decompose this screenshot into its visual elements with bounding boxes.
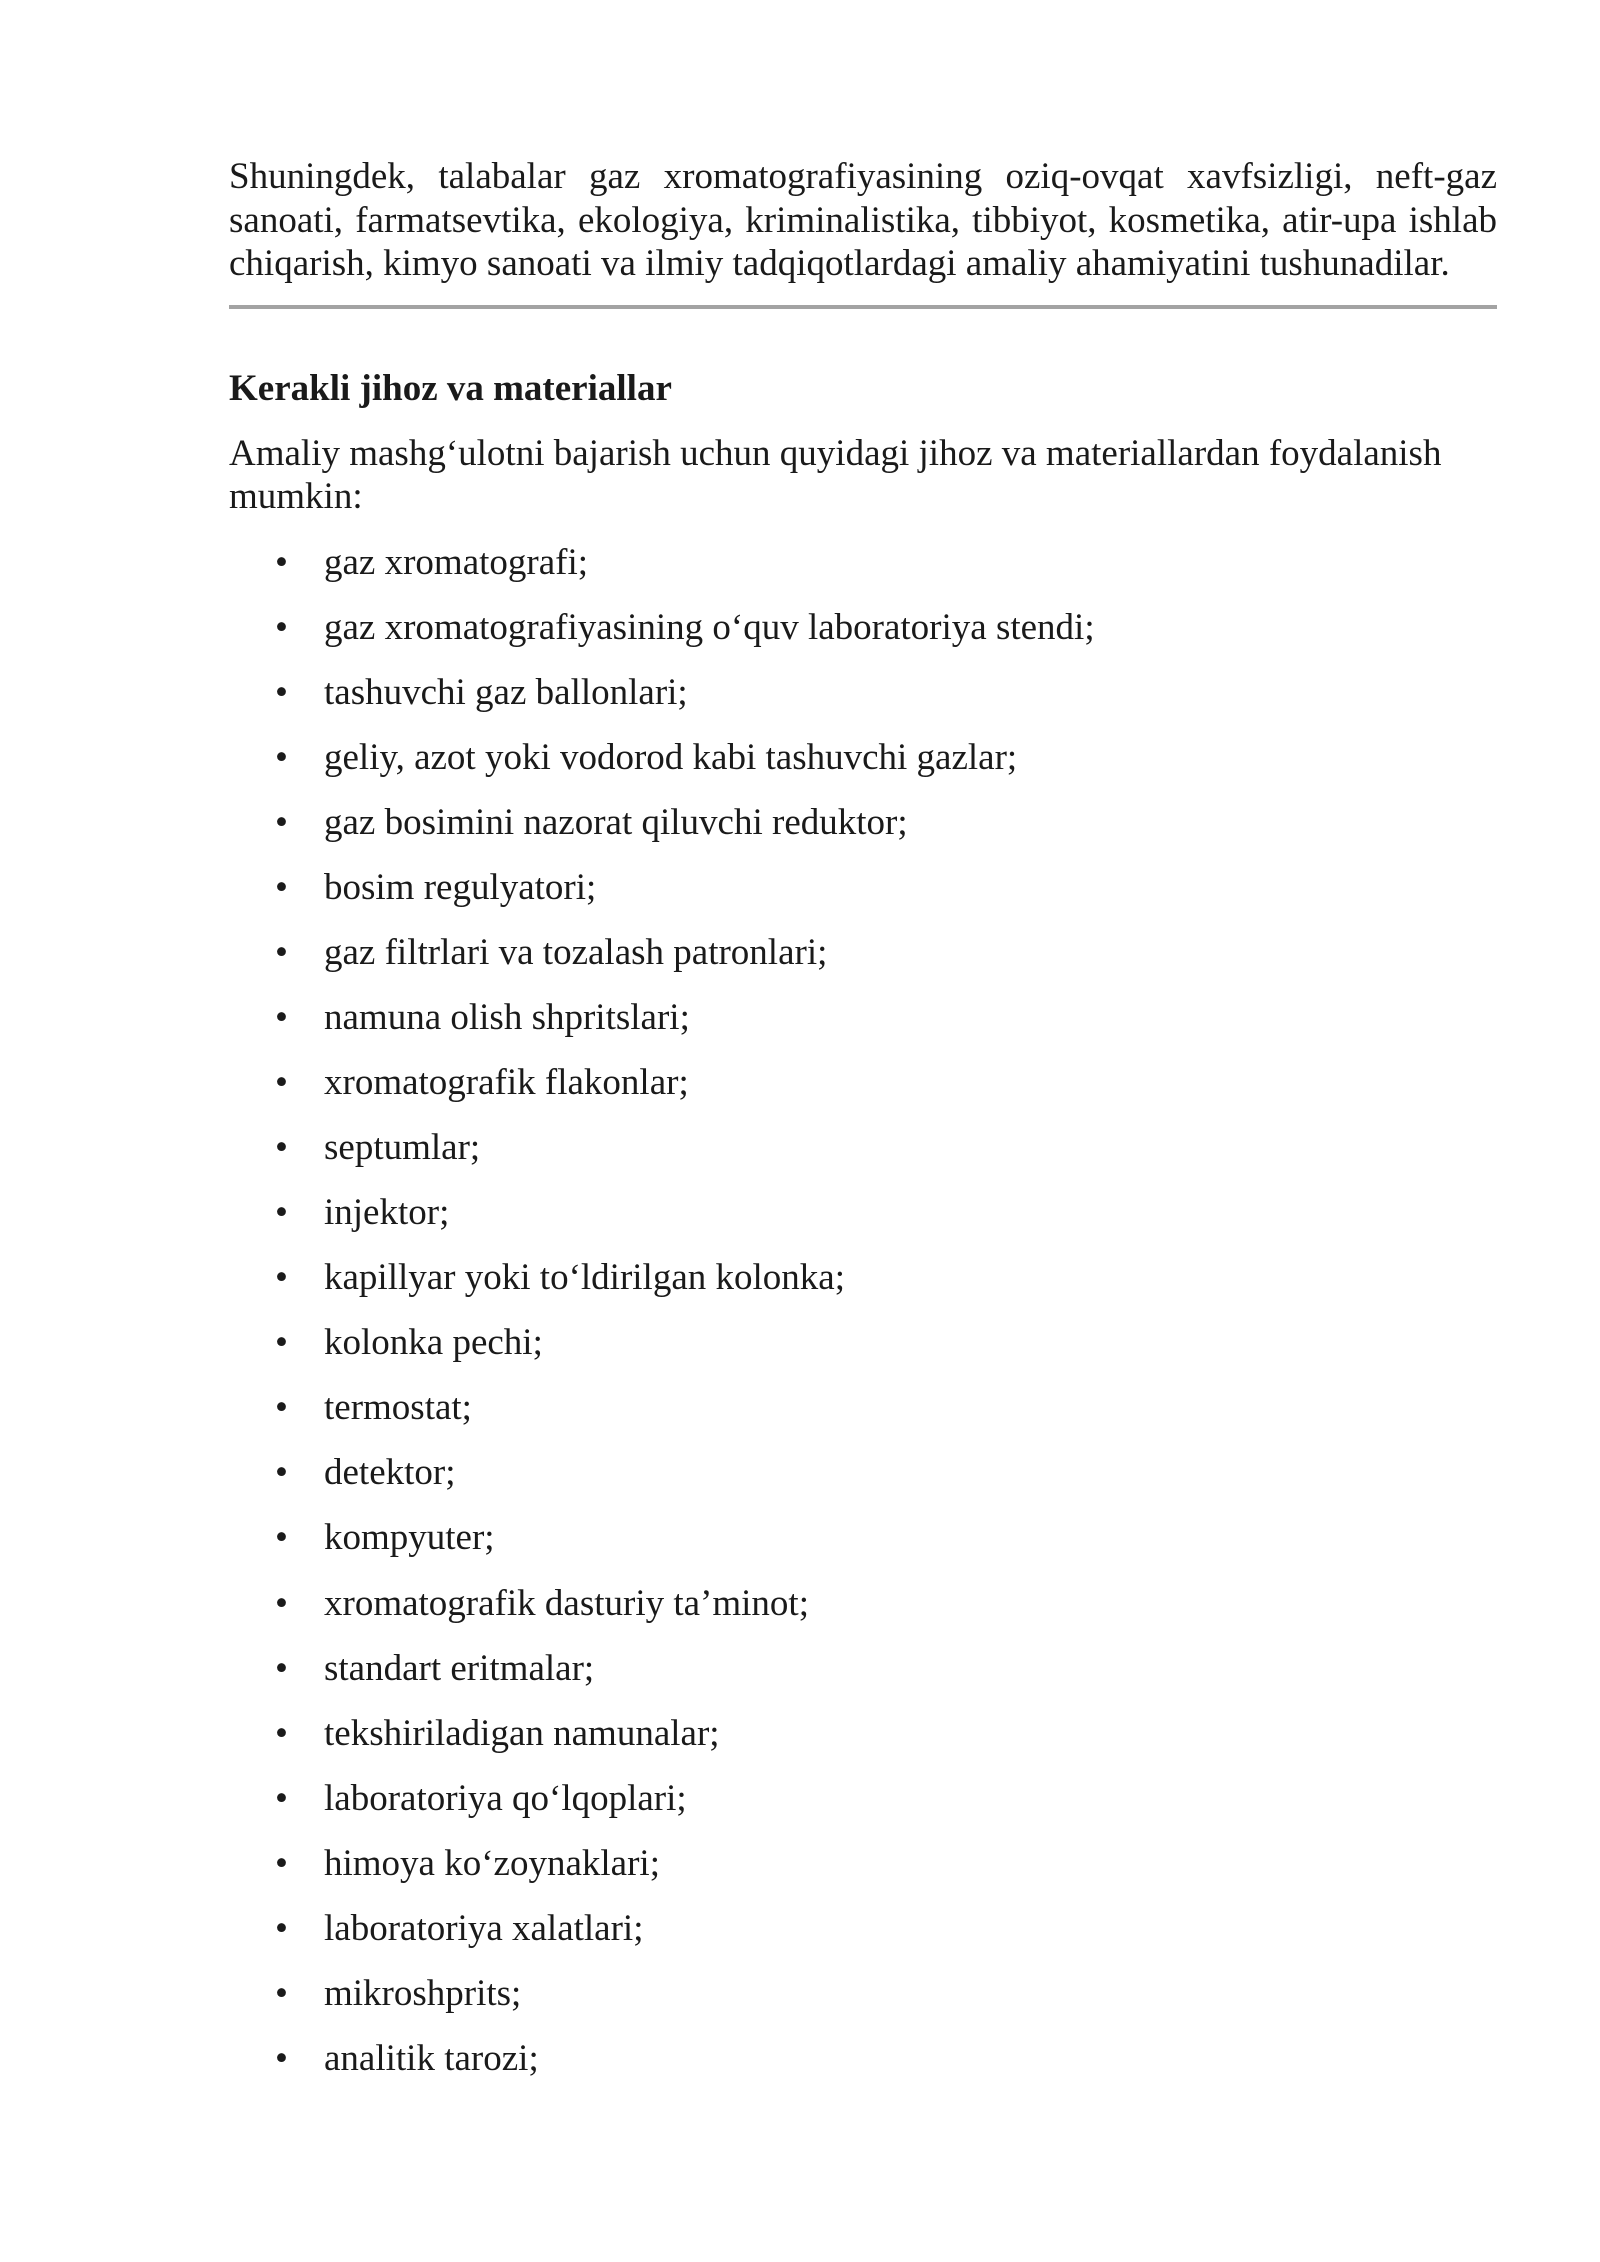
bullet-marker: • bbox=[275, 1062, 288, 1104]
bullet-marker: • bbox=[275, 1777, 288, 1819]
list-item-text: mikroshprits; bbox=[324, 1972, 522, 2014]
list-item-text: kapillyar yoki to‘ldirilgan kolonka; bbox=[324, 1257, 845, 1299]
list-item bbox=[229, 2037, 1497, 2081]
section-intro-paragraph: Amaliy mashg‘ulotni bajarish uchun quyidagi jihoz va materiallardan foydalanish mumkin: bbox=[229, 432, 1442, 518]
bullet-marker: • bbox=[275, 1192, 288, 1234]
list-item-text: geliy, azot yoki vodorod kabi tashuvchi gazlar; bbox=[324, 736, 1018, 778]
list-item bbox=[229, 1451, 1497, 1495]
list-item-text: bosim regulyatori; bbox=[324, 866, 597, 908]
list-item-text: analitik tarozi; bbox=[324, 2037, 539, 2079]
section-heading: Kerakli jihoz va materiallar bbox=[229, 367, 672, 409]
list-item bbox=[229, 1061, 1497, 1105]
bullet-marker: • bbox=[275, 1127, 288, 1169]
bullet-marker: • bbox=[275, 866, 288, 908]
intro-paragraph: Shuningdek, talabalar gaz xromatografiyasining oziq-ovqat xavfsizligi, neft-gaz sanoati, farmatsevtika, ekologiya, kriminalistika, tibbiyot, kosmetika, atir-upa ishlab chiqarish, kimyo sanoati va ilmiy tadqiqotlardagi amaliy ahamiyatini tushunadilar. bbox=[229, 156, 1497, 284]
bullet-marker: • bbox=[275, 932, 288, 974]
list-item-text: kompyuter; bbox=[324, 1517, 495, 1559]
list-item-text: namuna olish shpritslari; bbox=[324, 997, 690, 1039]
equipment-list bbox=[229, 541, 1497, 2081]
bullet-marker: • bbox=[275, 1257, 288, 1299]
section-divider bbox=[229, 305, 1497, 309]
list-item-text: gaz xromatografiyasining o‘quv laboratoriya stendi; bbox=[324, 606, 1095, 648]
list-item-text: tekshiriladigan namunalar; bbox=[324, 1712, 720, 1754]
list-item bbox=[229, 1842, 1497, 1886]
bullet-marker: • bbox=[275, 1387, 288, 1429]
list-item-text: laboratoriya qo‘lqoplari; bbox=[324, 1777, 687, 1819]
list-item bbox=[229, 736, 1497, 780]
list-item bbox=[229, 1777, 1497, 1821]
document-body bbox=[229, 155, 1497, 2102]
bullet-marker: • bbox=[275, 1842, 288, 1884]
list-item bbox=[229, 1907, 1497, 1951]
list-item bbox=[229, 931, 1497, 975]
list-item-text: injektor; bbox=[324, 1192, 450, 1234]
list-item bbox=[229, 1191, 1497, 1235]
list-item bbox=[229, 1321, 1497, 1365]
list-item-text: tashuvchi gaz ballonlari; bbox=[324, 671, 688, 713]
list-item bbox=[229, 801, 1497, 845]
list-item bbox=[229, 671, 1497, 715]
bullet-marker: • bbox=[275, 671, 288, 713]
list-item bbox=[229, 1126, 1497, 1170]
list-item-text: termostat; bbox=[324, 1387, 472, 1429]
list-item-text: gaz filtrlari va tozalash patronlari; bbox=[324, 932, 828, 974]
bullet-marker: • bbox=[275, 606, 288, 648]
list-item bbox=[229, 1386, 1497, 1430]
bullet-marker: • bbox=[275, 1712, 288, 1754]
bullet-marker: • bbox=[275, 997, 288, 1039]
list-item-text: xromatografik dasturiy ta’minot; bbox=[324, 1582, 809, 1624]
bullet-marker: • bbox=[275, 541, 288, 583]
list-item bbox=[229, 1972, 1497, 2016]
bullet-marker: • bbox=[275, 1517, 288, 1559]
list-item-text: gaz bosimini nazorat qiluvchi reduktor; bbox=[324, 801, 908, 843]
bullet-marker: • bbox=[275, 1322, 288, 1364]
list-item bbox=[229, 1516, 1497, 1560]
list-item-text: kolonka pechi; bbox=[324, 1322, 543, 1364]
list-item bbox=[229, 1582, 1497, 1626]
bullet-marker: • bbox=[275, 2037, 288, 2079]
list-item bbox=[229, 606, 1497, 650]
bullet-marker: • bbox=[275, 1647, 288, 1689]
bullet-marker: • bbox=[275, 1972, 288, 2014]
list-item bbox=[229, 1712, 1497, 1756]
list-item bbox=[229, 541, 1497, 585]
list-item-text: himoya ko‘zoynaklari; bbox=[324, 1842, 660, 1884]
list-item-text: xromatografik flakonlar; bbox=[324, 1062, 689, 1104]
bullet-marker: • bbox=[275, 801, 288, 843]
bullet-marker: • bbox=[275, 1907, 288, 1949]
list-item bbox=[229, 1647, 1497, 1691]
list-item bbox=[229, 996, 1497, 1040]
list-item-text: detektor; bbox=[324, 1452, 456, 1494]
list-item-text: standart eritmalar; bbox=[324, 1647, 595, 1689]
bullet-marker: • bbox=[275, 736, 288, 778]
list-item-text: laboratoriya xalatlari; bbox=[324, 1907, 644, 1949]
bullet-marker: • bbox=[275, 1582, 288, 1624]
list-item-text: gaz xromatografi; bbox=[324, 541, 589, 583]
list-item bbox=[229, 866, 1497, 910]
list-item bbox=[229, 1256, 1497, 1300]
bullet-marker: • bbox=[275, 1452, 288, 1494]
list-item-text: septumlar; bbox=[324, 1127, 481, 1169]
